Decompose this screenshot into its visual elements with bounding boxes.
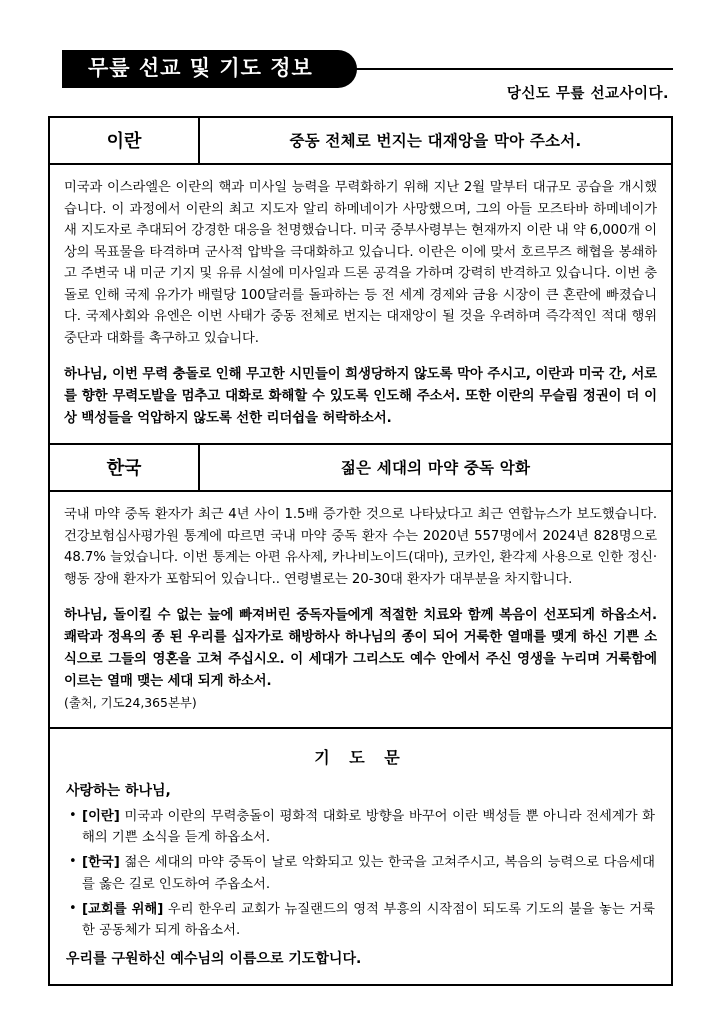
document-header bbox=[48, 42, 673, 102]
section-body-iran bbox=[50, 165, 671, 445]
prayer-greeting: 사랑하는 하나님, bbox=[66, 782, 171, 799]
bullet-tag: [교회를 위해] bbox=[82, 901, 164, 917]
section-prayer-korea: 하나님, 돌이킬 수 없는 늪에 빠져버린 중독자들에게 적절한 치료와 함께 복음이 선포되게 하옵소서. 쾌락과 정욕의 종 된 우리를 십자가로 해방하사 하나님의 종이 되어 거룩한 열매를 맺게 하신 기쁜 소식으로 그들의 영혼을 고쳐 주십시오. 이 세대가 그리스도 예수 안에서 주신 영생을 누리며 거룩함에 이르는 열매 맺는 세대 되게 하소서. bbox=[64, 608, 657, 689]
list-item bbox=[66, 899, 655, 942]
section-header-iran bbox=[50, 118, 671, 165]
bullet-text: 미국과 이란의 무력충돌이 평화적 대화로 방향을 바꾸어 이란 백성들 뿐 아니라 전세계가 화해의 기쁜 소식을 듣게 하옵소서. bbox=[82, 808, 655, 846]
section-prayer-iran: 하나님, 이번 무력 충돌로 인해 무고한 시민들이 희생당하지 않도록 막아 주시고, 이란과 미국 간, 서로를 향한 무력도발을 멈추고 대화로 화해할 수 있도록 인도해 주소서. 또한 이란의 무슬림 정권이 더 이상 백성들을 억압하지 않도록 선한 리더쉽을 허락하소서. bbox=[64, 367, 657, 426]
content-frame bbox=[48, 116, 673, 986]
list-item bbox=[66, 852, 655, 895]
header-divider bbox=[348, 68, 673, 70]
header-subtitle: 당신도 무릎 선교사이다. bbox=[506, 86, 669, 102]
section-source-korea: (출처, 기도24,365본부) bbox=[64, 695, 197, 711]
bullet-tag: [이란] bbox=[82, 808, 120, 824]
page-title: 무릎 선교 및 기도 정보 bbox=[62, 50, 357, 88]
section-body-korea bbox=[50, 492, 671, 729]
section-country-korea: 한국 bbox=[50, 445, 200, 490]
section-topic-iran: 중동 전체로 번지는 대재앙을 막아 주소서. bbox=[289, 132, 582, 150]
section-paragraph-korea: 국내 마약 중독 환자가 최근 4년 사이 1.5배 증가한 것으로 나타났다고 최근 연합뉴스가 보도했습니다. 건강보험심사평가원 통계에 따르면 국내 마약 중독 환자 수는 2020년 557명에서 2024년 828명으로 48.7% 늘었습니다. 이번 통계는 아편 유사제, 카나비노이드(대마), 코카인, 환각제 사용으로 인한 정신·행동 장애 환자가 포함되어 있습니다.. 연령별로는 20-30대 환자가 대부분을 차지합니다. bbox=[64, 507, 657, 587]
section-topic-korea: 젊은 세대의 마약 중독 악화 bbox=[340, 459, 531, 478]
prayer-bullet-list bbox=[66, 806, 655, 942]
bullet-text: 젊은 세대의 마약 중독이 날로 악화되고 있는 한국을 고쳐주시고, 복음의 능력으로 다음세대를 옳은 길로 인도하여 주옵소서. bbox=[82, 855, 655, 892]
section-paragraph-iran: 미국과 이스라엘은 이란의 핵과 미사일 능력을 무력화하기 위해 지난 2월 말부터 대규모 공습을 개시했습니다. 이 과정에서 이란의 최고 지도자 알리 하메네이가 사망했으며, 그의 아들 모즈타바 하메네이가 새 지도자로 추대되어 강경한 대응을 천명했습니다. 미국 중부사령부는 현재까지 이란 내 약 6,000개 이상의 목표물을 타격하며 군사적 압박을 극대화하고 있습니다. 이란은 이에 맞서 호르무즈 해협을 봉쇄하고 주변국 내 미군 기지 및 유류 시설에 미사일과 드론 공격을 가하며 강력히 반격하고 있습니다. 이번 충돌로 인해 국제 유가가 배럴당 100달러를 돌파하는 등 전 세계 경제와 금융 시장이 큰 혼란에 빠졌습니다. 국제사회와 유엔은 이번 사태가 중동 전체로 번지는 대재앙이 될 것을 우려하며 즉각적인 적대 행위 중단과 대화를 촉구하고 있습니다. bbox=[64, 180, 657, 346]
section-header-korea bbox=[50, 445, 671, 492]
section-country-iran: 이란 bbox=[50, 118, 200, 163]
prayer-section bbox=[50, 729, 671, 984]
prayer-closing: 우리를 구원하신 예수님의 이름으로 기도합니다. bbox=[66, 950, 362, 967]
bullet-text: 우리 한우리 교회가 뉴질랜드의 영적 부흥의 시작점이 되도록 기도의 불을 놓는 거룩한 공동체가 되게 하옵소서. bbox=[82, 901, 655, 939]
prayer-section-title: 기 도 문 bbox=[314, 747, 407, 767]
list-item bbox=[66, 806, 655, 849]
bullet-tag: [한국] bbox=[82, 855, 120, 871]
